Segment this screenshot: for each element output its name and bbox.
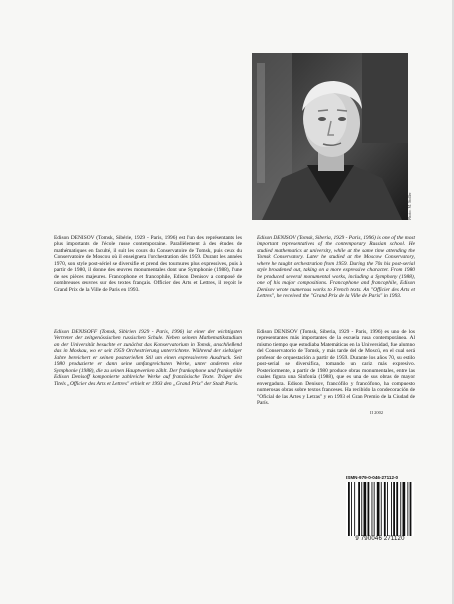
barcode-bar [410, 482, 412, 536]
barcode-bar [393, 482, 395, 536]
isbn-label: ISMN-979-0-046-27112-0 [346, 475, 399, 480]
barcode-bar [381, 482, 382, 536]
barcode-bar [368, 482, 370, 536]
barcode-bar [351, 482, 352, 536]
barcode-bar [391, 482, 392, 536]
barcode-bar [372, 482, 373, 536]
photo-credit: Photo: M. Stoller [407, 192, 412, 220]
barcode-bar [377, 482, 380, 536]
barcode-bar [361, 482, 362, 536]
barcode-bar [374, 482, 375, 536]
edition-code: II 2002 [370, 410, 384, 415]
biography-german: Edison DENISOFF (Tomsk, Sibirien 1929 - Paris, 1996) ist einer der wichtigsten Vertreter der zeitgenössischen russischen Schule. Neben seinem Mathematikstudium an der Universität besuchte er zunächst das Konservatorium in Tomsk, anschließend das in Moskau, wo er seit 1959 Orchestrierung unterrichtete. Während der siebziger Jahre bereichert er seinen postseriellen Stil um einen expressiveren Ausdruck. Seit 1980 produzierte er dann seine umfangreichsten Werke, unter anderem eine Symphonie (1988), die zu seinen Hauptwerken zählt. Der frankophone und frankophile Edison Denisoff komponierte zahlreiche Werke auf französische Texte. Träger des Titels „Officier des Arts et Lettres" erhielt er 1993 den „Grand Prix" der Stadt Paris. [54, 329, 242, 387]
biography-french: Edison DENISOV (Tomsk, Sibérie, 1929 - Paris, 1996) est l'un des représentants les plus importants de l'école russe contemporaine. Parallèlement à des études de mathématiques en faculté, il suit les cours du Conservatoire de Tomsk, puis ceux du Conservatoire de Moscou où il enseignera l'orchestration dès 1959. Durant les années 1970, son style post-sériel se diversifie et prend des tournures plus expressives, puis à partir de 1980, il donne des œuvres monumentales dont une Symphonie (1988), l'une de ses pièces majeures. Francophone et francophile, Edison Denisov a composé de nombreuses œuvres sur des textes français. Officier des Arts et Lettres, il reçoit le Grand Prix de la Ville de Paris en 1993. [54, 235, 242, 293]
barcode-bar [354, 482, 355, 536]
biography-english: Edison DENISOV (Tomsk, Siberia, 1929 - Paris, 1996) is one of the most important representatives of the contemporary Russian school. He studied mathematics at university, while at the same time attending the Tomsk Conservatory. Later he studied at the Moscow Conservatory, where he taught orchestration from 1959. During the 70s his post-serial style broadened out, taking on a more expressive character. From 1980 he produced several monumental works, including a Symphony (1988), one of his major compositions. Francophone and francophile, Edison Denisov wrote numerous works to French texts. An "Officier des Arts et Lettres", he received the "Grand Prix de la Ville de Paris" in 1993. [257, 235, 415, 300]
biography-spanish: Edison DENISOV (Tomsk, Siberia, 1929 - Paris, 1996) es uno de los representantes más importantes de la escuela rusa contemporánea. Al mismo tiempo que estudiaba Matemáticas en la Universidad, fue alumno del Conservatorio de Tomsk, y más tarde del de Moscú, en el cual será profesor de orquestación a partir de 1959. Durante los años 70, su estilo post-serial se diversifica, tomando un cariz más expresivo. Posteriormente, a partir de 1980 produce obras monumentales, entre las cuales figura una Sinfonía (1988), que es una de sus obras de mayor envergadura. Edison Denisov, francófilo y francófono, ha compuesto numerosas obras sobre textos franceses. Ha recibido la condecoración de "Oficial de las Artes y Letras" y en 1993 el Gran Premio de la Ciudad de París. [257, 329, 415, 406]
barcode-bar [348, 482, 350, 536]
barcode-bar [403, 482, 406, 536]
barcode-bar [384, 482, 386, 536]
barcode-bar [400, 482, 401, 536]
barcode-bar [364, 482, 367, 536]
barcode [346, 482, 414, 536]
barcode-number: 9 790046 271120 [355, 536, 405, 542]
barcode-bar [387, 482, 388, 536]
barcode-bar [396, 482, 398, 536]
composer-portrait [252, 53, 408, 220]
barcode-bar [407, 482, 408, 536]
barcode-bar [358, 482, 360, 536]
